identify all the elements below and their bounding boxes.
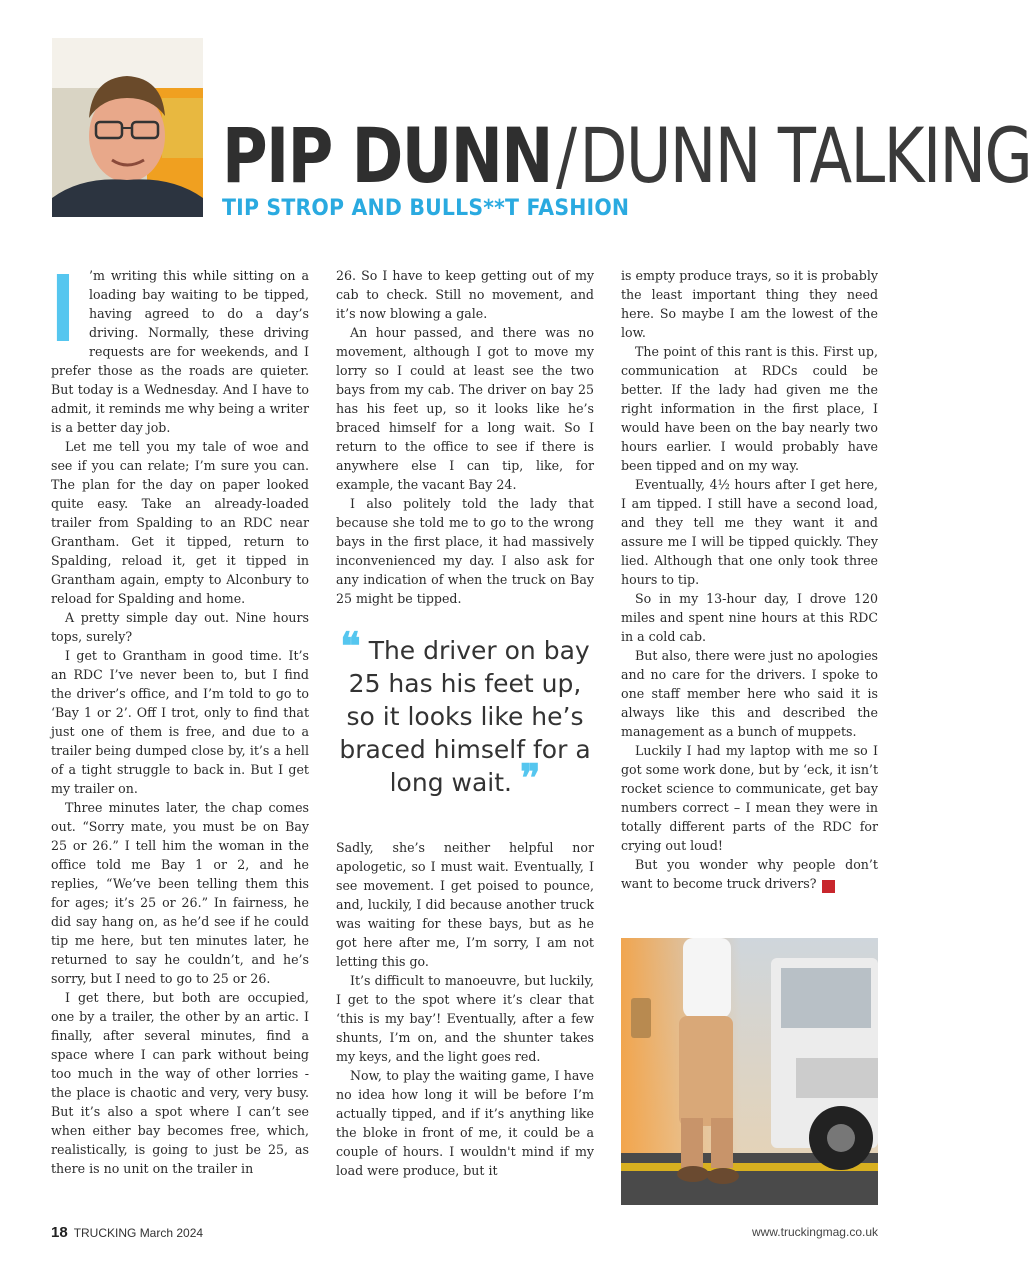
author-photo (52, 38, 203, 217)
paragraph: Three minutes later, the chap comes out. “Sorry mate, you must be on Bay 25 or 26.” I tell him the woman in the office told me Bay 1 or 2, and he replies, “We’ve been telling them this for ages; it’s 25 or 26.” In fairness, he did say hang on, as he’d see if he could tip me here, but ten minutes later, he returned to say he couldn’t, and he’s sorry, but I need to go to 25 or 26. (51, 800, 309, 986)
paragraph: I ’m writing this while sitting on a loading bay waiting to be tipped, having agreed to do a day’s driving. Normally, these driving requests are for weekends, and I prefer those as the roads are quieter. But today is a Wednesday. And I have to admit, it reminds me why being a writer is a better day job. (51, 256, 309, 435)
paragraph: Eventually, 4½ hours after I get here, I am tipped. I still have a second load, and they tell me they want it and assure me I will be tipped quickly. They lied. Although that one only took three hours to tip. (621, 477, 878, 587)
page-folio (51, 1224, 203, 1241)
column-name: DUNN TALKING (579, 111, 1031, 200)
paragraph: I get to Grantham in good time. It’s an RDC I’ve never been to, but I find the driver’s office, and I’m told to go to ‘Bay 1 or 2’. Off I trot, only to find that just one of them is free, and due to a trailer being dumped close by, it’s a hell of a tight struggle to back in. But I get my trailer on. (51, 648, 309, 796)
title-separator: / (555, 111, 576, 200)
paragraph: is empty produce trays, so it is probably the least important thing they need here. So maybe I am the lowest of the low. (621, 268, 878, 340)
author-name: PIP DUNN (222, 111, 552, 200)
paragraph: Now, to play the waiting game, I have no idea how long it will be before I’m actually tipped, and if it’s anything like the bloke in front of me, it could be a couple of hours. I wouldn't mind if my load were produce, but it (336, 1068, 594, 1178)
article-column-2-continued (336, 838, 594, 1180)
paragraph: An hour passed, and there was no movement, although I got to move my lorry so I could at least see the two bays from my cab. The driver on bay 25 has his feet up, so it looks like he’s braced himself for a long wait. So I return to the office to see if there is anywhere else I can tip, like, for example, the vacant Bay 24. (336, 325, 594, 492)
paragraph: A pretty simple day out. Nine hours tops, surely? (51, 610, 309, 644)
article-column-3 (621, 266, 878, 893)
paragraph: It’s difficult to manoeuvre, but luckily, I get to the spot where it’s clear that ‘this is my bay’! Eventually, after a few shunts, I’m on, and the shunter takes my keys, and the light goes red. (336, 973, 594, 1064)
article-subtitle: TIP STROP AND BULLS**T FASHION (222, 196, 630, 221)
paragraph: 26. So I have to keep getting out of my cab to check. Still no movement, and it’s now blowing a gale. (336, 268, 594, 321)
paragraph: Luckily I had my laptop with me so I got some work done, but by ‘eck, it isn’t rocket science to communicate, get bay numbers correct – I mean they were in totally different parts of the RDC for crying out loud! (621, 743, 878, 853)
pull-quote (336, 623, 594, 800)
issue-label: TRUCKING March 2024 (73, 1226, 204, 1240)
pull-quote-text: The driver on bay 25 has his feet up, so it looks like he’s braced himself for a long wait. (339, 636, 591, 797)
paragraph: But also, there were just no apologies and no care for the drivers. I spoke to one staff member here who said it is always like this and described the management as a bunch of muppets. (621, 648, 878, 739)
article-column-2 (336, 266, 594, 608)
page-number: 18 (51, 1224, 68, 1241)
article-column-1 (51, 256, 309, 1178)
paragraph: But you wonder why people don’t want to become truck drivers? T (621, 857, 878, 892)
paragraph: Sadly, she’s neither helpful nor apologetic, so I must wait. Eventually, I see movement. I get poised to pounce, and, luckily, I did because another truck was waiting for these bays, but as he got here after me, I’m sorry, I am not letting this go. (336, 840, 594, 969)
paragraph: I get there, but both are occupied, one by a trailer, the other by an artic. I finally, after several minutes, find a space where I can park without being too much in the way of other lorries - the place is chaotic and very, very busy. But it’s also a spot where I can’t see when either bay becomes free, which, realistically, is going to just be 25, as there is no unit on the trailer in (51, 990, 309, 1176)
website-url: www.truckingmag.co.uk (751, 1225, 878, 1239)
paragraph: I also politely told the lady that because she told me to go to the wrong bays in the first place, it had massively inconvenienced my day. I also ask for any indication of when the truck on Bay 25 might be tipped. (336, 496, 594, 606)
article-photo (621, 938, 878, 1205)
paragraph: The point of this rant is this. First up, communication at RDCs could be better. If the lady had given me the right information in the first place, I would have been on the bay nearly two hours earlier. I would probably have been tipped and on my way. (621, 344, 878, 473)
close-quote-icon: ❞ (519, 755, 541, 800)
open-quote-icon: ❝ (340, 623, 361, 668)
column-title (222, 111, 1031, 200)
paragraph: Let me tell you my tale of woe and see if you can relate; I’m sure you can. The plan for the day on paper looked quite easy. Take an already-loaded trailer from Spalding to an RDC near Grantham. Get it tipped, return to Spalding, reload it, get it tipped in Grantham again, empty to Alconbury to reload for Spalding and home. (51, 439, 309, 606)
end-of-article-icon: T (822, 880, 835, 893)
drop-cap: I (51, 256, 75, 363)
paragraph: So in my 13-hour day, I drove 120 miles and spent nine hours at this RDC in a cold cab. (621, 591, 878, 644)
